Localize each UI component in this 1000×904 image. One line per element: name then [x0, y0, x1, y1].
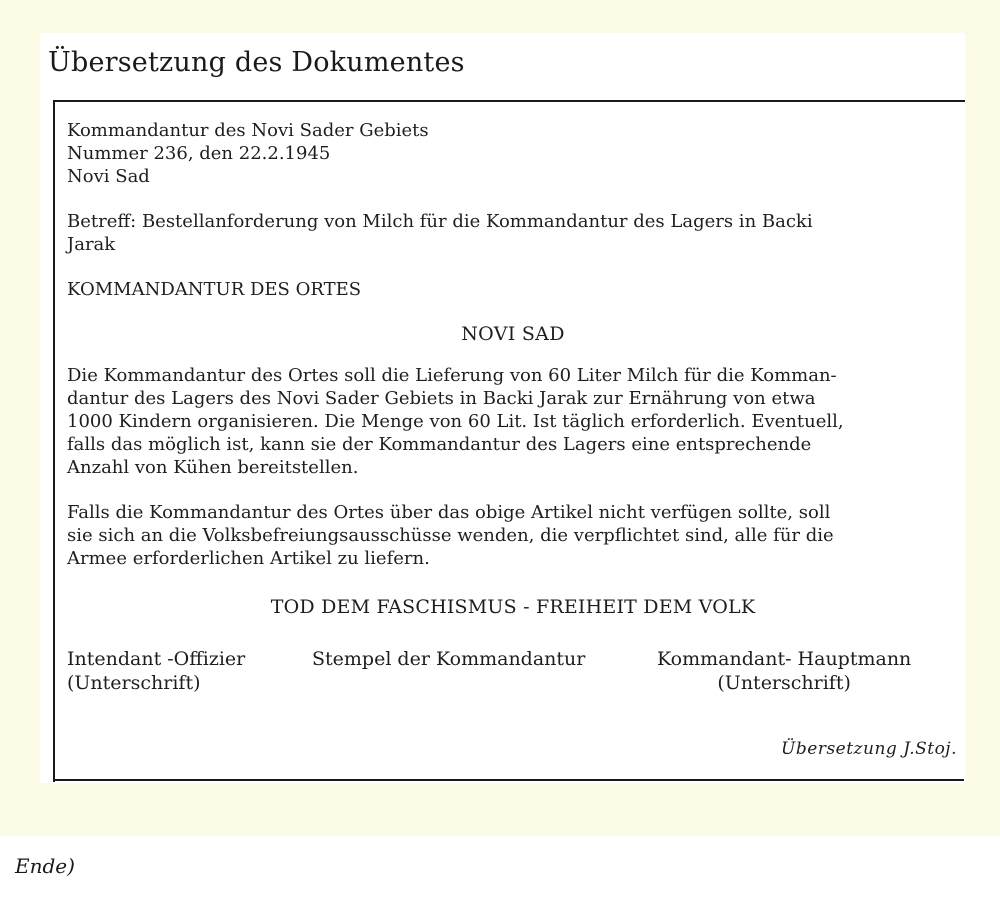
addressee: KOMMANDANTUR DES ORTES [67, 279, 362, 300]
signature-block [67, 647, 959, 707]
subject [67, 210, 959, 256]
paragraph-line: Anzahl von Kühen bereitstellen. [67, 457, 359, 478]
frame-bottom-rule [53, 779, 964, 781]
paragraph-2 [67, 501, 959, 570]
paragraph-line: sie sich an die Volksbefreiungsausschüsse wenden, die verpflichtet sind, alle für die [67, 525, 834, 546]
signature-role: Stempel der Kommandantur [312, 648, 586, 670]
letterhead-line: Novi Sad [67, 166, 150, 187]
paragraph-line: dantur des Lagers des Novi Sader Gebiets in Backi Jarak zur Ernährung von etwa [67, 388, 816, 409]
document-body [67, 119, 959, 707]
paragraph-line: Armee erforderlichen Artikel zu liefern. [67, 548, 430, 569]
footer-note: Ende) [15, 854, 75, 878]
signature-left [67, 647, 245, 695]
letterhead-line: Nummer 236, den 22.2.1945 [67, 143, 331, 164]
signature-note: (Unterschrift) [717, 672, 851, 694]
frame-left-rule [53, 100, 55, 782]
signature-role: Intendant -Offizier [67, 648, 246, 670]
paragraph-line: Die Kommandantur des Ortes soll die Lieferung von 60 Liter Milch für die Komman- [67, 365, 837, 386]
paragraph-line: falls das möglich ist, kann sie der Kommandantur des Lagers eine entsprechende [67, 434, 812, 455]
subject-line: Betreff: Bestellanforderung von Milch für die Kommandantur des Lagers in Backi [67, 211, 813, 232]
paragraph-1 [67, 364, 959, 479]
subject-line: Jarak [67, 234, 116, 255]
signature-stamp [312, 647, 585, 671]
document-sheet [40, 33, 965, 783]
document-title: Übersetzung des Dokumentes [48, 47, 465, 78]
signature-note: (Unterschrift) [67, 672, 201, 694]
signature-role: Kommandant- Hauptmann [657, 648, 912, 670]
paragraph-line: Falls die Kommandantur des Ortes über das obige Artikel nicht verfügen sollte, soll [67, 502, 831, 523]
paragraph-line: 1000 Kindern organisieren. Die Menge von 60 Lit. Ist täglich erforderlich. Eventuell, [67, 411, 844, 432]
frame-top-rule [54, 100, 965, 102]
signature-right [657, 647, 911, 695]
place-heading: NOVI SAD [461, 323, 565, 345]
letterhead [67, 119, 959, 188]
letterhead-line: Kommandantur des Novi Sader Gebiets [67, 120, 429, 141]
translator-credit: Übersetzung J.Stoj. [781, 739, 957, 759]
slogan: TOD DEM FASCHISMUS - FREIHEIT DEM VOLK [270, 596, 756, 618]
